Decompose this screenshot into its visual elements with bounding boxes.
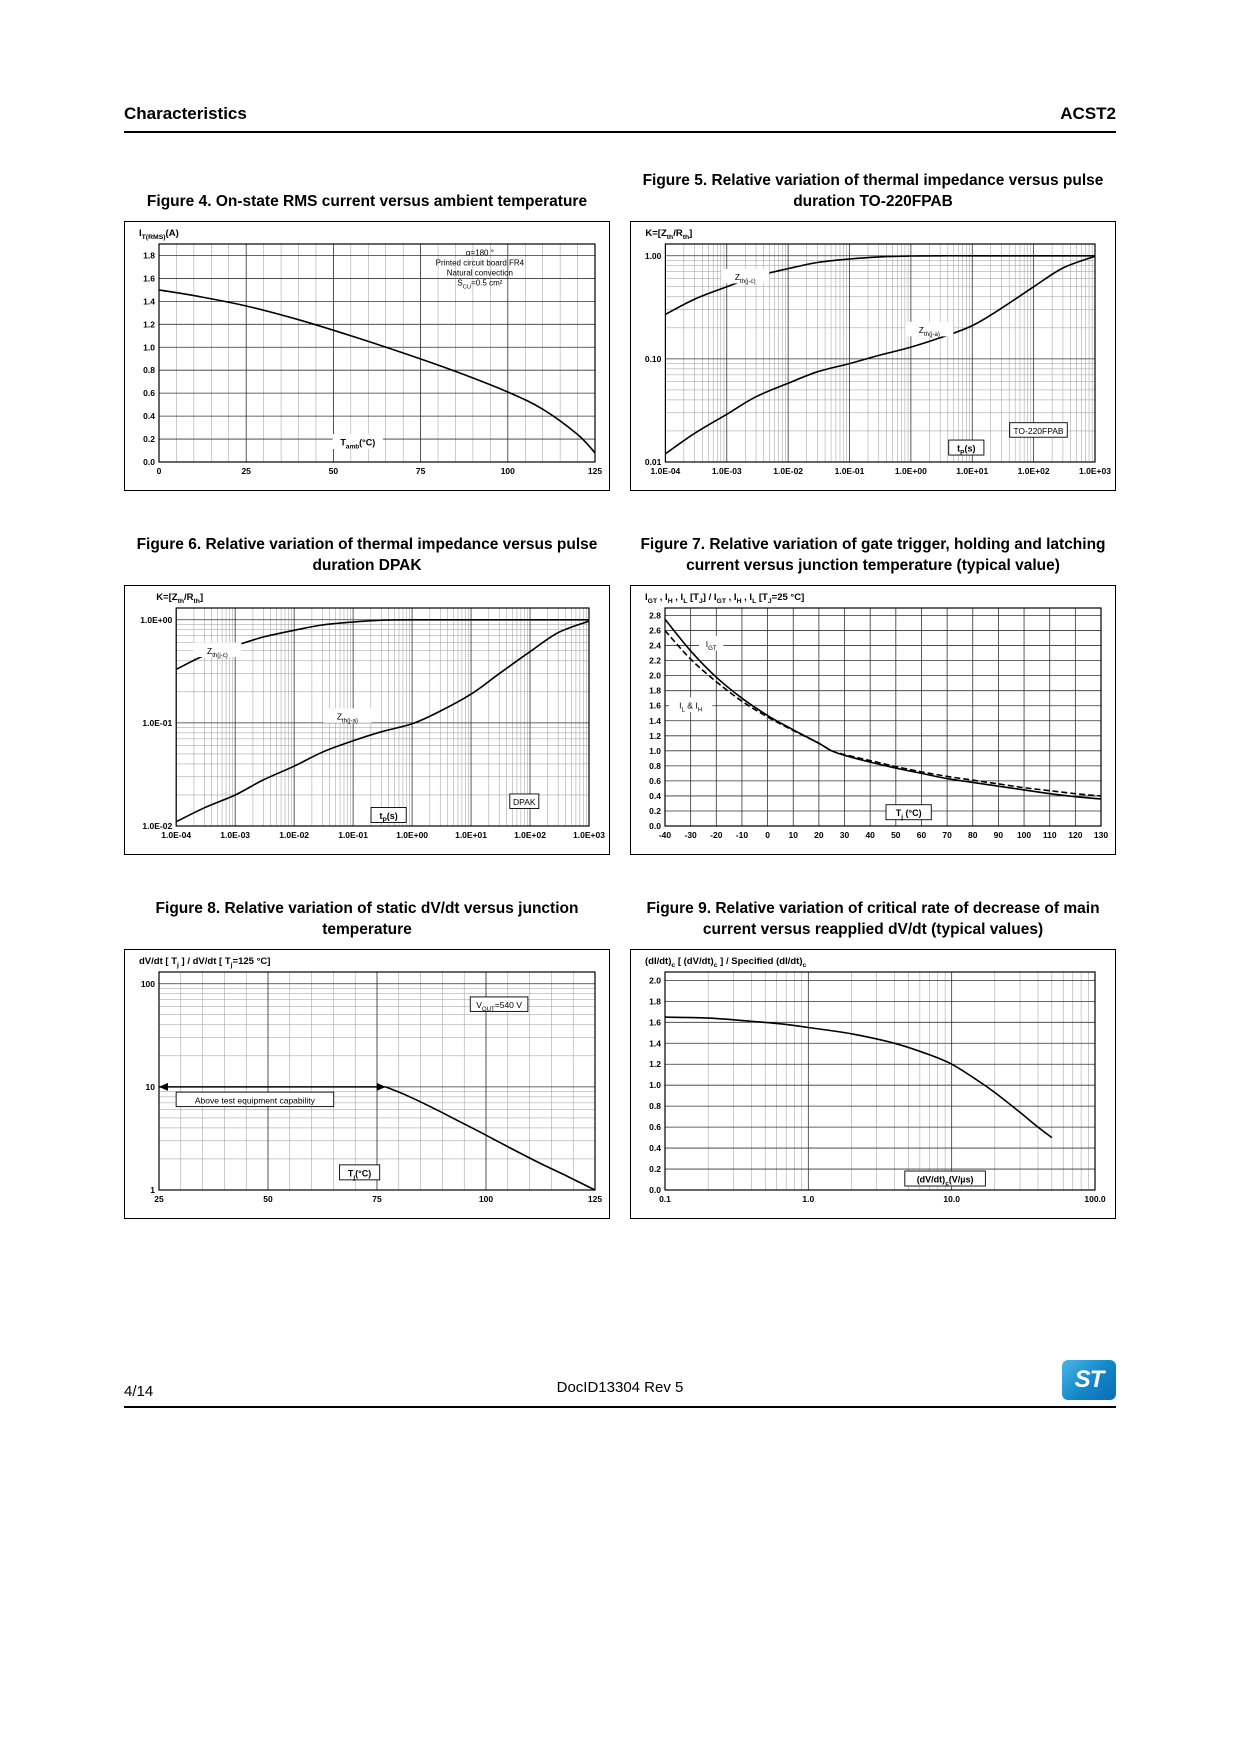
svg-text:Natural convection: Natural convection <box>446 268 514 278</box>
svg-text:0.6: 0.6 <box>143 388 155 399</box>
header-section-title: Characteristics <box>124 104 247 123</box>
svg-text:20: 20 <box>814 830 824 840</box>
svg-text:25: 25 <box>241 466 251 476</box>
svg-text:70: 70 <box>942 830 952 840</box>
svg-text:1.0E+01: 1.0E+01 <box>956 466 989 476</box>
svg-text:Above test equipment capabilit: Above test equipment capability <box>194 1095 315 1106</box>
svg-text:0.2: 0.2 <box>143 434 155 445</box>
doc-id: DocID13304 Rev 5 <box>556 1379 684 1396</box>
svg-text:1.0E+03: 1.0E+03 <box>573 830 605 840</box>
figure-7 <box>630 505 1116 855</box>
chart-canvas <box>631 950 1115 1218</box>
svg-text:K=[Zth/Rth]: $K=[Z_{th}/R_{th}]$ <box>645 228 693 241</box>
svg-text:1.0: 1.0 <box>649 1080 661 1091</box>
svg-text:tP(s): $t_P(s)$ <box>379 811 398 825</box>
svg-text:100: 100 <box>500 466 515 476</box>
svg-text:30: 30 <box>839 830 850 840</box>
svg-text:0.0: 0.0 <box>649 1185 661 1195</box>
chart-canvas <box>125 950 609 1218</box>
svg-text:2.6: 2.6 <box>649 625 661 636</box>
st-logo-text: ST <box>1074 1366 1104 1393</box>
figure-4 <box>124 163 610 491</box>
svg-text:1.6: 1.6 <box>649 700 661 711</box>
figure-4-chart <box>124 221 610 491</box>
svg-text:Zth(j-a): $Z_{th(j-a)}$ <box>336 711 358 725</box>
svg-text:2.4: 2.4 <box>649 640 661 651</box>
svg-text:0.4: 0.4 <box>649 1143 661 1154</box>
svg-text:60: 60 <box>916 830 927 840</box>
svg-text:1.0E+00: 1.0E+00 <box>140 614 173 625</box>
svg-text:1.0E-02: 1.0E-02 <box>773 466 804 476</box>
svg-text:0.8: 0.8 <box>649 760 661 771</box>
svg-text:1.0E-01: 1.0E-01 <box>142 717 173 728</box>
svg-text:1.0E+00: 1.0E+00 <box>396 830 429 840</box>
figure-8-title: Figure 8. Relative variation of static dV/dt versus junction temperature <box>155 900 579 938</box>
svg-text:SCU=0.5 cm²: $S_{CU}=0.5$ cm² <box>457 278 503 291</box>
svg-text:1.8: 1.8 <box>649 996 661 1007</box>
svg-text:1.0E+02: 1.0E+02 <box>514 830 546 840</box>
figures-grid <box>124 163 1116 1219</box>
svg-text:0.0: 0.0 <box>143 457 155 467</box>
svg-text:1.0E-03: 1.0E-03 <box>711 466 742 476</box>
svg-text:0.0: 0.0 <box>649 821 661 831</box>
figure-9-title: Figure 9. Relative variation of critical rate of decrease of main current versus reapplied dV/dt (typical values) <box>646 900 1100 938</box>
svg-text:0.2: 0.2 <box>649 805 661 816</box>
svg-text:1.0E-03: 1.0E-03 <box>220 830 251 840</box>
svg-text:1.0E-02: 1.0E-02 <box>142 821 173 831</box>
svg-text:1.4: 1.4 <box>143 296 155 307</box>
svg-text:dV/dt [ Tj ] / dV/dt [ Tj=125: dV/dt [ $T_j$ ] / dV/dt [ $T_j=125$ °C] <box>139 956 271 969</box>
svg-text:0.8: 0.8 <box>649 1101 661 1112</box>
svg-text:1.0E-01: 1.0E-01 <box>338 830 369 840</box>
svg-text:0.1: 0.1 <box>659 1194 671 1204</box>
svg-text:TO-220FPAB: TO-220FPAB <box>1013 425 1064 436</box>
svg-text:50: 50 <box>328 466 339 476</box>
svg-text:1.0E+00: 1.0E+00 <box>894 466 927 476</box>
chart-canvas <box>125 222 609 490</box>
figure-9 <box>630 869 1116 1219</box>
svg-text:0.4: 0.4 <box>143 411 155 422</box>
figure-7-chart <box>630 585 1116 855</box>
svg-text:1.2: 1.2 <box>649 730 661 741</box>
svg-text:50: 50 <box>263 1194 273 1204</box>
svg-text:(dV/dt)c(V/µs): $(dV/dt)_c(V/\mu s)$ <box>916 1174 974 1188</box>
svg-text:1.0E+02: 1.0E+02 <box>1017 466 1050 476</box>
svg-text:1.0E+03: 1.0E+03 <box>1079 466 1111 476</box>
svg-text:0.01: 0.01 <box>644 457 662 467</box>
svg-text:100: 100 <box>140 978 155 989</box>
svg-text:1.6: 1.6 <box>649 1017 661 1028</box>
svg-text:-40: -40 <box>658 830 672 840</box>
svg-text:1.4: 1.4 <box>649 1038 661 1049</box>
svg-text:110: 110 <box>1042 830 1057 840</box>
svg-text:1.0E-01: 1.0E-01 <box>834 466 865 476</box>
svg-text:100.0: 100.0 <box>1084 1194 1106 1204</box>
svg-text:2.2: 2.2 <box>649 655 661 666</box>
svg-text:0: 0 <box>765 830 770 840</box>
figure-5 <box>630 163 1116 491</box>
svg-text:2.0: 2.0 <box>649 975 661 986</box>
svg-text:80: 80 <box>968 830 978 840</box>
page-footer <box>124 1362 1116 1408</box>
svg-text:VOUT=540 V: $V_{OUT}=540$ V <box>476 1000 522 1014</box>
svg-text:120: 120 <box>1068 830 1083 840</box>
svg-text:Tj(°C): $T_j(^\circ C)$ <box>347 1168 372 1182</box>
svg-text:0.6: 0.6 <box>649 1122 661 1133</box>
svg-text:2.8: 2.8 <box>649 610 661 621</box>
page-number: 4/14 <box>124 1383 154 1400</box>
svg-text:-30: -30 <box>684 830 697 840</box>
svg-text:-20: -20 <box>710 830 723 840</box>
svg-text:0.4: 0.4 <box>649 790 661 801</box>
chart-canvas <box>631 586 1115 854</box>
svg-text:IGT: $I_{GT}$ <box>705 639 717 653</box>
svg-text:130: 130 <box>1093 830 1109 840</box>
svg-text:-10: -10 <box>735 830 749 840</box>
svg-text:75: 75 <box>372 1194 382 1204</box>
figure-5-chart <box>630 221 1116 491</box>
page-header <box>124 104 1116 133</box>
svg-text:(dI/dt)c [ (dV/dt)c ] / Specif: $(dI/dt)_c$ [ $(dV/dt)_c$ ] / Specified $(dI/dt)_c$ <box>645 956 807 969</box>
header-part-number: ACST2 <box>1060 104 1116 123</box>
svg-text:1.2: 1.2 <box>649 1059 661 1070</box>
svg-text:1.0: 1.0 <box>649 745 661 756</box>
svg-text:1.0: 1.0 <box>143 342 155 353</box>
svg-text:0.10: 0.10 <box>644 353 662 364</box>
svg-text:α=180 °: α=180 ° <box>465 248 494 258</box>
svg-text:1.0: 1.0 <box>802 1194 815 1204</box>
svg-text:IGT , IH , IL [TJ] / IGT , IH: $I_{GT}$ , $I_H$ , $I_L$ $[T_J] / I_{GT}$ , $I_H$ , $I_L$ [$T_J=25$ °C] <box>645 592 805 605</box>
svg-text:1.0E-04: 1.0E-04 <box>650 466 681 476</box>
svg-text:1.8: 1.8 <box>649 685 661 696</box>
svg-text:IL & IH: $I_L$ & $I_H$ <box>679 700 703 714</box>
chart-canvas <box>631 222 1115 490</box>
svg-text:tP(s): $t_P(s)$ <box>957 443 976 457</box>
svg-text:125: 125 <box>587 1194 603 1204</box>
svg-text:1.0E+01: 1.0E+01 <box>455 830 488 840</box>
figure-9-chart <box>630 949 1116 1219</box>
svg-text:1.6: 1.6 <box>143 273 155 284</box>
svg-text:1.4: 1.4 <box>649 715 661 726</box>
svg-text:1.0E-02: 1.0E-02 <box>279 830 310 840</box>
svg-text:Tj (°C): $T_j$ (°C) <box>895 808 922 822</box>
svg-text:25: 25 <box>154 1194 164 1204</box>
svg-text:10: 10 <box>145 1081 155 1092</box>
svg-text:125: 125 <box>587 466 603 476</box>
svg-text:1.0E-04: 1.0E-04 <box>161 830 192 840</box>
figure-7-title: Figure 7. Relative variation of gate trigger, holding and latching current versus junction temperature (typical value) <box>640 536 1106 574</box>
figure-6-chart <box>124 585 610 855</box>
figure-6 <box>124 505 610 855</box>
svg-text:100: 100 <box>478 1194 494 1204</box>
svg-text:1.8: 1.8 <box>143 250 155 261</box>
svg-text:10: 10 <box>788 830 798 840</box>
svg-text:K=[Zth/Rth]: $K=[Z_{th}/R_{th}]$ <box>156 592 204 605</box>
svg-text:Zth(j-c): $Z_{th(j-c)}$ <box>207 645 228 659</box>
svg-text:IT(RMS)(A): $I_{T(RMS)}(A)$ <box>139 228 179 241</box>
svg-text:40: 40 <box>865 830 875 840</box>
svg-text:90: 90 <box>993 830 1004 840</box>
svg-text:50: 50 <box>891 830 901 840</box>
svg-text:10.0: 10.0 <box>943 1194 960 1204</box>
svg-text:1.00: 1.00 <box>644 250 662 261</box>
svg-text:DPAK: DPAK <box>513 797 536 808</box>
svg-text:75: 75 <box>415 466 426 476</box>
chart-canvas <box>125 586 609 854</box>
figure-8 <box>124 869 610 1219</box>
svg-text:Zth(j-a): $Z_{th(j-a)}$ <box>918 325 940 339</box>
svg-text:Zth(j-c): $Z_{th(j-c)}$ <box>734 272 756 286</box>
figure-6-title: Figure 6. Relative variation of thermal impedance versus pulse duration DPAK <box>136 536 598 574</box>
svg-text:1.2: 1.2 <box>143 319 155 330</box>
svg-text:100: 100 <box>1016 830 1032 840</box>
svg-text:Printed circuit board FR4: Printed circuit board FR4 <box>435 258 525 268</box>
svg-text:0.8: 0.8 <box>143 365 155 376</box>
figure-8-chart <box>124 949 610 1219</box>
svg-text:2.0: 2.0 <box>649 670 661 681</box>
svg-text:1: 1 <box>150 1185 155 1195</box>
svg-text:0.6: 0.6 <box>649 775 661 786</box>
svg-text:0: 0 <box>156 466 162 476</box>
figure-4-title: Figure 4. On-state RMS current versus ambient temperature <box>146 192 588 210</box>
svg-text:Tamb(°C): $T_{amb}(^\circ C)$ <box>340 437 376 451</box>
svg-text:0.2: 0.2 <box>649 1164 661 1175</box>
figure-5-title: Figure 5. Relative variation of thermal impedance versus pulse duration TO-220FPAB <box>642 172 1104 210</box>
